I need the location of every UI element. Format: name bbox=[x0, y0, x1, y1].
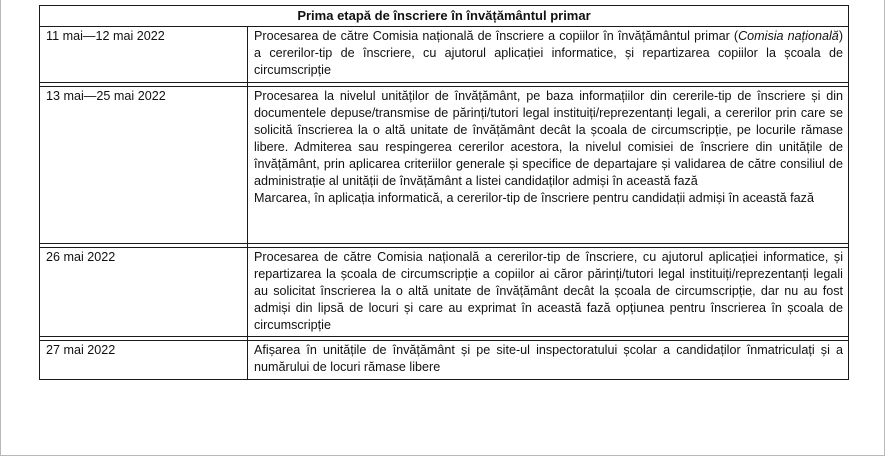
table-row bbox=[40, 248, 849, 337]
date-cell: 27 mai 2022 bbox=[40, 341, 248, 380]
table-row bbox=[40, 27, 849, 83]
table-title: Prima etapă de înscriere în învățământul primar bbox=[40, 6, 849, 27]
description-cell bbox=[248, 87, 849, 244]
description-italic-text: Comisia națională bbox=[738, 29, 839, 43]
date-cell: 11 mai—12 mai 2022 bbox=[40, 27, 248, 83]
description-paragraph: Marcarea, în aplicația informatică, a cererilor-tip de înscriere pentru candidații admiși în această fază bbox=[254, 191, 814, 205]
description-cell: Afișarea în unitățile de învățământ și pe site-ul inspectoratului școlar a candidaților înmatriculați și a numărului de locuri rămase libere bbox=[248, 341, 849, 380]
table-row bbox=[40, 341, 849, 380]
table-header-row bbox=[40, 6, 849, 27]
description-cell: Procesarea de către Comisia națională a cererilor-tip de înscriere, cu ajutorul aplicației informatice, și repartizarea la școala de circumscripție a copiilor ai căror părinți/tutori legal instituiți/reprezentanți legali au solicitat înscrierea la o altă unitate de învățământ decât la școala de circumscripție, dar nu au fost admiși din lipsă de locuri și care au exprimat în această fază opțiunea pentru înscrierea în școala de circumscripție bbox=[248, 248, 849, 337]
enrollment-schedule-table bbox=[39, 5, 849, 380]
description-text: Procesarea de către Comisia națională de înscriere a copiilor în învățământul primar ( bbox=[254, 29, 739, 43]
description-cell bbox=[248, 27, 849, 83]
date-cell: 13 mai—25 mai 2022 bbox=[40, 87, 248, 244]
description-text: ) a cererilor-tip de înscriere, cu ajutorul aplicației informatice, și repartizarea copiilor la școala de circumscripție bbox=[254, 29, 844, 77]
table-row bbox=[40, 87, 849, 244]
description-paragraph: Procesarea la nivelul unităților de învățământ, pe baza informațiilor din cererile-tip de înscriere și din documentele depuse/transmise de părinți/tutori legal instituiți/reprezentanți legali, a cererilor prin care se solicită înscrierea la o altă unitate de învățământ decât la școala de circumscripție, pe locurile rămase libere. Admiterea sau respingerea cererilor acestora, la nivelul comisiei de înscriere din unitățile de învățământ, prin aplicarea criteriilor generale și specifice de departajare și validarea de către consiliul de administrație al unității de învățământ a listei candidaților admiși în această fază bbox=[254, 89, 843, 188]
date-cell: 26 mai 2022 bbox=[40, 248, 248, 337]
